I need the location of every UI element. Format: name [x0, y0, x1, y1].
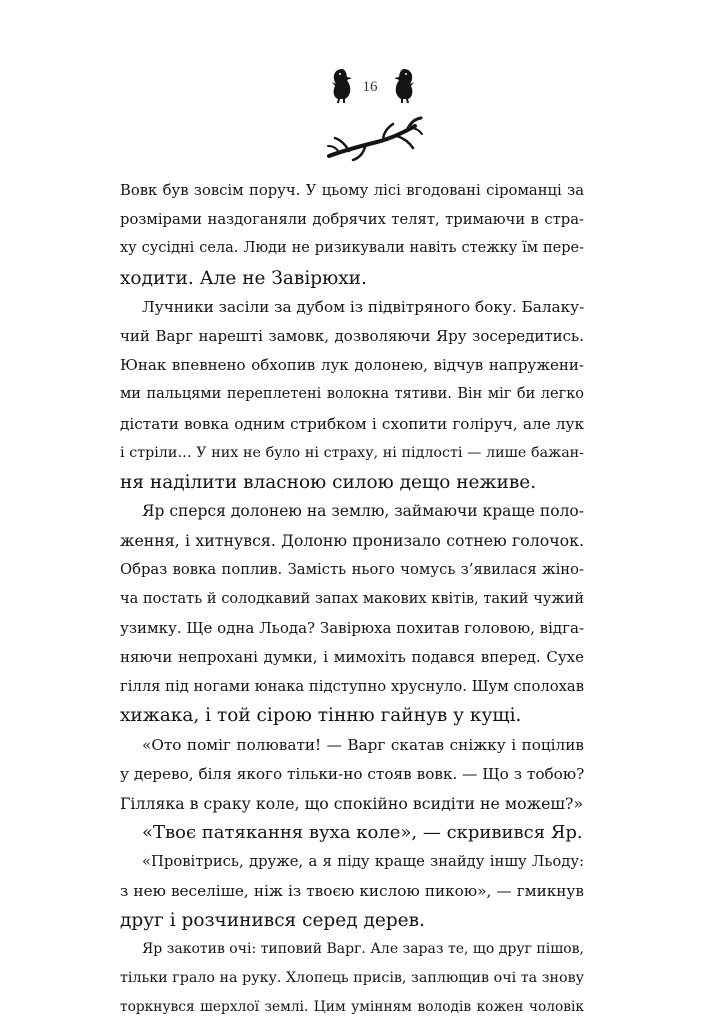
text-line: Лучники засіли за дубом із підвітряного боку. Балаку- — [142, 297, 585, 316]
text-line: «Ото поміг полювати! — Варг скатав сніжку і поцілив — [142, 735, 584, 754]
text-line: «Твоє патякання вуха коле», — скривився Яр. — [142, 822, 583, 844]
branch-icon — [325, 116, 425, 162]
text-line: Яр закотив очі: типовий Варг. Але зараз те, що друг пішов, — [142, 940, 584, 957]
text-line: Вовк був зовсім поруч. У цьому лісі вгодовані сіроманці за — [120, 182, 584, 199]
text-line: ча постать й солодкавий запах макових квітів, такий чужий — [120, 590, 584, 607]
text-line: хижака, і той сірою тінню гайнув у кущі. — [120, 705, 522, 727]
text-line: Образ вовка поплив. Замість нього чомусь з’явилася жіно- — [120, 561, 584, 579]
body-text — [120, 176, 584, 1022]
text-line: з нею веселіше, ніж із твоєю кислою пикою», — гмикнув — [120, 881, 584, 900]
text-line: «Провітрись, друже, а я піду краще знайду іншу Льоду: — [142, 853, 584, 871]
text-line: ня наділити власною силою дещо неживе. — [120, 471, 537, 493]
text-line: Яр сперся долонею на землю, займаючи краще поло- — [142, 502, 584, 521]
text-line: друг і розчинився серед дерев. — [120, 909, 425, 931]
text-line: у дерево, біля якого тільки-но стояв вовк. — Що з тобою? — [120, 764, 585, 783]
text-line: Гілляка в сраку коле, що спокійно всидіти не можеш?» — [120, 793, 584, 813]
page-header — [0, 66, 708, 110]
page-number: 16 — [362, 79, 378, 95]
text-line: тільки грало на руку. Хлопець присів, заплющив очі та знову — [120, 970, 584, 987]
text-line: Юнак впевнено обхопив лук долонею, відчув напружени- — [120, 356, 584, 375]
raven-icon — [389, 66, 419, 106]
text-line: дістати вовка одним стрибком і схопити голіруч, але лук — [120, 414, 584, 433]
text-line: торкнувся шерхлої землі. Цим умінням володів кожен чоловік — [120, 999, 584, 1016]
text-line: гілля під ногами юнака підступно хруснуло. Шум сполохав — [120, 678, 584, 696]
text-line: розмірами наздоганяли добрячих телят, тримаючи в стра- — [120, 211, 584, 229]
text-line: ходити. Але не Завірюхи. — [120, 267, 367, 289]
text-line: няючи непрохані думки, і мимохіть подався вперед. Сухе — [120, 648, 584, 666]
text-line: ху сусідні села. Люди не ризикували навіть стежку їм пере- — [120, 240, 584, 257]
text-line: ми пальцями переплетені волокна тятиви. Він міг би легко — [120, 386, 584, 403]
text-line: узимку. Ще одна Льода? Завірюха похитав головою, відга- — [120, 618, 585, 637]
text-line: чий Варг нарешті замовк, дозволяючи Яру зосередитись. — [120, 326, 584, 345]
text-line: і стріли… У них не було ні страху, ні підлості — лише бажан- — [120, 444, 584, 461]
text-line: ження, і хитнувся. Долоню пронизало сотнею голочок. — [120, 531, 584, 551]
raven-icon — [327, 66, 357, 106]
